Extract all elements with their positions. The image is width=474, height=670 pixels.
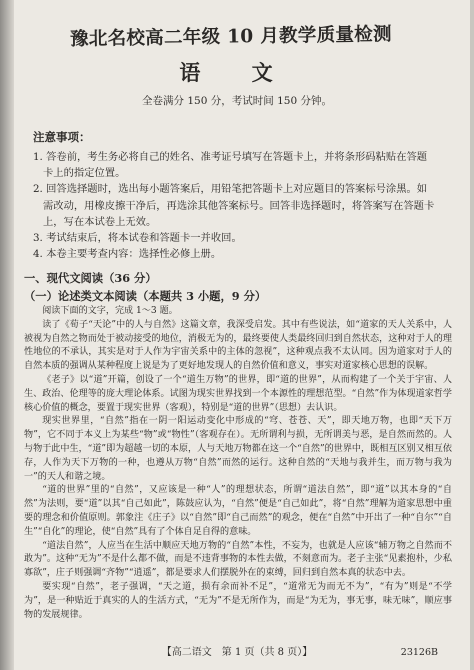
note-text-2-wrap-b: 上，写在本试卷上无效。 xyxy=(43,215,157,228)
note-item-3 xyxy=(33,230,445,246)
article-paragraph-6: 要实现“自然”，老子强调，“天之道，损有余而补不足”，“道常无为而无不为”，“有为”则是“不学为”，是一种贴近于真实的人的生活方式，“无为”不是无所作为，而是“为无为，事无事，味无味”，顺应事物的发展规律。 xyxy=(24,581,452,620)
exam-title: 豫北名校高二年级 10 月教学质量检测 xyxy=(69,23,392,50)
article-paragraph-1: 读了《荀子“天论”中的人与自然》这篇文章，我深受启发。其中有些说法，如“道家的天人关系中，人被视为自然之物而处于被动接受的地位，消极无为的，最终要使人类最终回归到自然状态，这种对于人的理性地位的不承认，其实是对于人作为宇宙关系中的主体的忽视”，这种观点我不太认同。因为道家对于人的自然本质的强调从某种程度上说是为了更好地发现人的自然价值和意义，事实对道家核心思想的误解。 xyxy=(24,319,452,372)
article-paragraph-4: “道的世界”里的“自然”，又应该是一种“人”的理想状态，所谓“道法自然”，即“道”以其本身的“自然”为法则，要“道”以其“自己如此”，陈鼓应认为，“自然”便是“自己如此”，将“自然”理解为道家思想中重要的理念和价值原则。郭象注《庄子》以“自然”即“自己而然”的观念，便在“自然”中开出了一种“自尔”“自生”“自化”的理论，使“自然”具有了个体自足自得的意味。 xyxy=(24,485,452,537)
section-heading: 一、现代文阅读（36 分） xyxy=(24,271,157,285)
subject-title: 语 文 xyxy=(179,60,295,85)
note-item-4 xyxy=(33,246,445,262)
notes-list xyxy=(33,149,445,262)
notes-heading: 注意事项： xyxy=(33,130,91,144)
score-line: 全卷满分 150 分，考试时间 150 分钟。 xyxy=(142,95,332,107)
page-footer xyxy=(0,643,474,661)
article-instruction: 阅读下面的文字，完成 1～3 题。 xyxy=(42,306,178,316)
note-text-1-wrap: 卡上的指定位置。 xyxy=(43,167,126,180)
section-block xyxy=(24,269,454,305)
note-item-2 xyxy=(33,181,445,230)
note-text-4: 4. 本卷主要考查内容：选择性必修上册。 xyxy=(33,248,222,261)
article-paragraph-2: 《老子》以“道”开篇，创设了一个“道生万物”的世界，即“道的世界”，从而构建了一个关于宇宙、人生、政治、伦理等的庞大理论体系。试图为现实世界找到一个本源性的理想范型。“自然”作为体现道家哲学核心价值的概念，要置于现实世界（客观），特别是“道的世界”（思想）去认识。 xyxy=(24,374,452,413)
article-paragraph-5: “道法自然”，人应当在生活中顺应天地万物的“自然”本性，不妄为，也就是人应该“辅万物之自然而不敢为”。这种“无为”不是什么都不做，而是不违背事物的本性去做，不刻意而为。老子主张“见素抱朴，少私寡欲”，庄子则强调“齐物”“逍遥”，都是要求人们摆脱外在的束缚，回归到自然本真的状态中去。 xyxy=(24,540,452,579)
footer-page-label: 【高二语文 第 1 页（共 8 页）】 xyxy=(161,647,313,658)
note-text-2-wrap: 需改动，用橡皮擦干净后，再选涂其他答案标号。回答非选择题时，将答案写在答题卡 xyxy=(43,199,435,212)
reading-article xyxy=(24,305,452,640)
section-subheading: （一）论述类文本阅读（本题共 3 小题，9 分） xyxy=(24,289,267,303)
note-text-1: 1. 答卷前，考生务必将自己的姓名、准考证号填写在答题卡上，并将条形码粘贴在答题 xyxy=(33,151,428,163)
article-paragraph-3: 现实世界里，“自然”指在一阴一阳运动变化中形成的“穹、苍苍、天”，即天地万物，也即“天下万物”，它不同于本义上为某些“物”或“物性”（客观存在）。无所谓利与损，无所谓美与恶，是自然而然的。人与物于此中生，“道”即为超越一切的本原，人与天地万物都在这一个“自然”的世界中，既相互区别又相互依存，人作为天下万物的一种，也遵从万物“自然”而然的运行。这种自然的“天地与我并生，而万物与我为一”的天人和谐之境。 xyxy=(24,416,452,482)
note-text-2: 2. 回答选择题时，选出每小题答案后，用铅笔把答题卡上对应题目的答案标号涂黑。如 xyxy=(33,183,428,196)
footer-code: 23126B xyxy=(400,647,438,658)
note-text-3: 3. 考试结束后，将本试卷和答题卡一并收回。 xyxy=(33,232,242,245)
note-item-1 xyxy=(33,149,445,181)
